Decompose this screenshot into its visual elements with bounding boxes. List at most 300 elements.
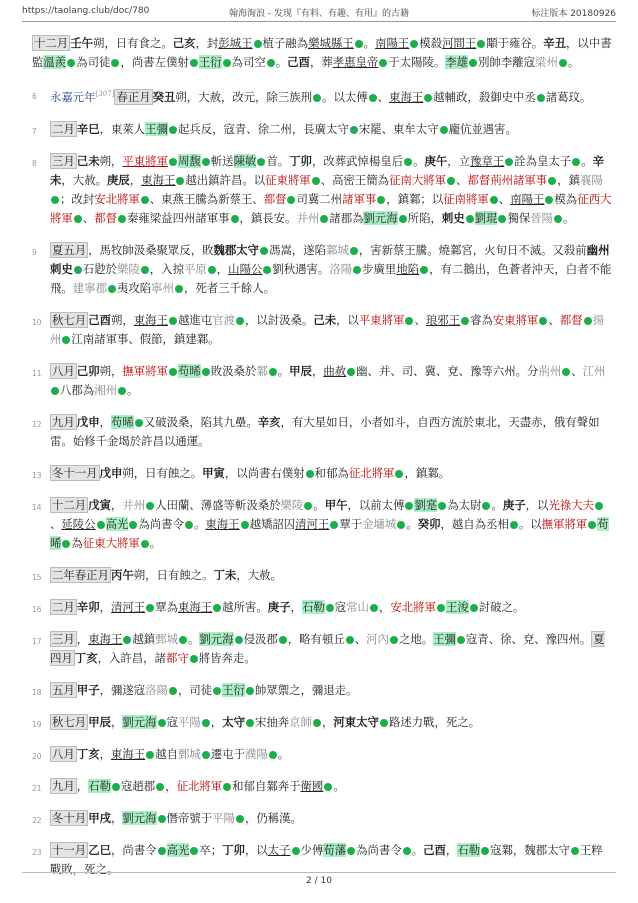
person-name[interactable]: 劉寔 (414, 497, 438, 512)
official-title[interactable]: 撫軍將軍 (541, 516, 588, 531)
text-segment: 諸葛玟。 (545, 89, 592, 104)
entity-link[interactable]: 東海王 (133, 312, 168, 327)
person-name[interactable]: 荀藩 (323, 842, 347, 857)
annotation-marker-icon[interactable] (380, 719, 388, 727)
text-segment: 朔，大赦，改元，除三族刑 (175, 89, 313, 104)
place-name[interactable]: 梁州 (535, 55, 558, 69)
annotation-marker-icon[interactable] (347, 847, 355, 855)
place-name[interactable]: 樂陵 (280, 497, 304, 512)
place-name[interactable]: 寧州 (151, 280, 174, 295)
annotation-marker-icon[interactable] (548, 177, 556, 185)
entity-link[interactable]: 南陽王 (375, 36, 410, 50)
place-name[interactable]: 河內 (366, 631, 389, 646)
annotation-marker-icon[interactable] (129, 521, 137, 529)
official-title[interactable]: 征東將軍 (265, 172, 311, 187)
annotation-marker-icon[interactable] (202, 368, 210, 376)
annotation-marker-icon[interactable] (304, 502, 312, 510)
person-name[interactable]: 劉元海 (122, 810, 157, 825)
header-title: 翰海淘浪 - 发现『有料、有趣、有用』的古籍 (229, 9, 409, 19)
annotation-marker-icon[interactable] (287, 196, 295, 204)
date-term: 癸丑 (152, 89, 176, 104)
place-name[interactable]: 金墉城 (362, 516, 397, 531)
paragraph (32, 241, 612, 298)
annotation-marker-icon[interactable] (355, 40, 363, 48)
annotation-marker-icon[interactable] (51, 196, 59, 204)
month-label: 十一月 (52, 842, 87, 857)
annotation-marker-icon[interactable] (267, 59, 275, 67)
year-reference: [307] (95, 90, 115, 98)
annotation-marker-icon[interactable] (571, 847, 579, 855)
annotation-marker-icon[interactable] (588, 521, 596, 529)
annotation-marker-icon[interactable] (330, 521, 338, 529)
annotation-marker-icon[interactable] (313, 719, 321, 727)
place-name[interactable]: 京師 (289, 714, 312, 729)
person-name[interactable]: 苟晞 (111, 414, 134, 429)
annotation-marker-icon[interactable] (185, 521, 193, 529)
annotation-marker-icon[interactable] (108, 285, 116, 293)
official-title[interactable]: 征南將軍 (443, 191, 489, 206)
paragraph (32, 681, 612, 700)
entity-link[interactable]: 東海王 (389, 89, 424, 104)
annotation-marker-icon[interactable] (169, 368, 177, 376)
text-segment: 朔，日有食之。 (92, 36, 173, 50)
annotation-marker-icon[interactable] (190, 847, 198, 855)
annotation-marker-icon[interactable] (399, 215, 407, 223)
annotation-marker-icon[interactable] (118, 215, 126, 223)
annotation-marker-icon[interactable] (158, 847, 166, 855)
annotation-marker-icon[interactable] (74, 266, 82, 274)
annotation-marker-icon[interactable] (169, 126, 177, 134)
annotation-marker-icon[interactable] (118, 387, 126, 395)
paragraph (32, 777, 612, 796)
date-term: 辛丑 (543, 36, 567, 50)
annotation-marker-icon[interactable] (141, 266, 149, 274)
date-term: 丁未 (213, 567, 237, 582)
entity-link[interactable]: 東海王 (141, 172, 176, 187)
annotation-marker-icon[interactable] (146, 604, 154, 612)
text-segment: ，有二鵝出，色蒼者沖天，白者不能飛。 (50, 261, 612, 295)
annotation-marker-icon[interactable] (146, 502, 154, 510)
text-segment: 人田蘭、薄盛等斬汲桑於 (155, 497, 281, 512)
annotation-marker-icon[interactable] (141, 196, 149, 204)
entity-link[interactable]: 延陵公 (61, 516, 96, 531)
text-segment: 將皆奔走。 (198, 650, 256, 665)
month-label: 三月 (52, 153, 75, 168)
entity-link[interactable]: 曲赦 (323, 363, 347, 378)
annotation-marker-icon[interactable] (324, 783, 332, 791)
text-segment: 為尚書令 (138, 516, 184, 531)
official-title[interactable]: 征南大將軍 (389, 172, 447, 187)
person-name[interactable]: 陳敏 (233, 153, 257, 168)
text-segment: ， (76, 631, 89, 646)
official-title[interactable]: 都督荊州諸軍事 (467, 172, 548, 187)
month-label: 三月 (52, 631, 75, 646)
entity-link[interactable]: 清河王 (295, 516, 330, 531)
official-title[interactable]: 諸軍事 (342, 191, 377, 206)
annotation-marker-icon[interactable] (420, 266, 428, 274)
annotation-marker-icon[interactable] (313, 94, 321, 102)
annotation-marker-icon[interactable] (292, 847, 300, 855)
place-name[interactable]: 江州 (582, 363, 606, 378)
annotation-marker-icon[interactable] (158, 719, 166, 727)
person-name[interactable]: 石勒 (301, 599, 325, 614)
date-term: 甲寅 (202, 465, 225, 480)
text-segment: ， (110, 497, 123, 512)
annotation-marker-icon[interactable] (279, 636, 287, 644)
text-segment: 覃為 (155, 599, 178, 614)
date-term: 乙巳 (88, 842, 111, 857)
official-title[interactable]: 安東將軍 (492, 312, 539, 327)
official-title[interactable]: 撫軍將軍 (122, 363, 168, 378)
official-title[interactable]: 征西大將軍 (50, 191, 612, 225)
text-segment: 。 (567, 55, 580, 69)
annotation-marker-icon[interactable] (213, 687, 221, 695)
place-name[interactable]: 濮陽 (244, 746, 268, 761)
era-name: 永嘉元年 (50, 89, 96, 104)
entity-link[interactable]: 孝惠皇帝 (332, 55, 379, 69)
annotation-marker-icon[interactable] (369, 94, 377, 102)
annotation-marker-icon[interactable] (405, 502, 413, 510)
annotation-marker-icon[interactable] (236, 815, 244, 823)
entity-link[interactable]: 衛國 (300, 778, 324, 793)
date-term: 己酉 (423, 842, 446, 857)
annotation-marker-icon[interactable] (202, 719, 210, 727)
text-segment: ，略有頓丘 (287, 631, 345, 646)
annotation-marker-icon[interactable] (539, 317, 547, 325)
place-name[interactable]: 平原 (183, 261, 207, 276)
text-segment: 宋罷、東牟太守 (358, 121, 439, 136)
text-segment: ，尚書左僕射 (120, 55, 189, 69)
place-name[interactable]: 鄴 (256, 363, 268, 378)
text-segment: ，以前太傅 (347, 497, 405, 512)
annotation-marker-icon[interactable] (208, 266, 216, 274)
annotation-marker-icon[interactable] (62, 336, 70, 344)
annotation-marker-icon[interactable] (202, 751, 210, 759)
annotation-marker-icon[interactable] (390, 636, 398, 644)
text-segment: 。 (277, 746, 290, 761)
annotation-marker-icon[interactable] (469, 59, 477, 67)
paragraph-number: 16 (32, 604, 42, 614)
annotation-marker-icon[interactable] (498, 215, 506, 223)
person-name[interactable]: 王彌 (433, 631, 456, 646)
place-name[interactable]: 平陽 (212, 810, 235, 825)
annotation-marker-icon[interactable] (353, 266, 361, 274)
official-title[interactable]: 都督 (263, 191, 287, 206)
place-name[interactable]: 鄴城 (326, 242, 349, 257)
annotation-marker-icon[interactable] (254, 40, 262, 48)
place-name[interactable]: 常山 (346, 599, 369, 614)
text-segment: 討破之。 (478, 599, 525, 614)
month-label: 八月 (52, 363, 75, 378)
person-name[interactable]: 苟晞 (177, 363, 201, 378)
text-segment: 。 (193, 516, 206, 531)
annotation-marker-icon[interactable] (236, 317, 244, 325)
annotation-marker-icon[interactable] (461, 317, 469, 325)
annotation-marker-icon[interactable] (405, 317, 413, 325)
annotation-marker-icon[interactable] (437, 604, 445, 612)
annotation-marker-icon[interactable] (223, 783, 231, 791)
annotation-marker-icon[interactable] (179, 636, 187, 644)
person-name[interactable]: 石勒 (88, 778, 111, 793)
annotation-marker-icon[interactable] (269, 751, 277, 759)
annotation-marker-icon[interactable] (62, 540, 70, 548)
entity-link[interactable]: 河間王 (442, 36, 477, 50)
annotation-marker-icon[interactable] (397, 521, 405, 529)
date-term: 辛巳 (76, 121, 100, 136)
place-name[interactable]: 并州 (296, 210, 320, 225)
annotation-marker-icon[interactable] (346, 636, 354, 644)
text-segment: 馮嵩，遂陷 (269, 242, 327, 257)
entity-link[interactable]: 東海王 (177, 599, 213, 614)
official-title[interactable]: 征東大將軍 (82, 535, 140, 550)
annotation-marker-icon[interactable] (447, 177, 455, 185)
person-name[interactable]: 高光 (105, 516, 129, 531)
date-term: 丁卯 (222, 842, 245, 857)
text-segment: ，尚書令 (110, 842, 157, 857)
entity-link[interactable]: 清河王 (111, 599, 146, 614)
annotation-marker-icon[interactable] (135, 419, 143, 427)
annotation-marker-icon[interactable] (584, 317, 592, 325)
entity-link[interactable]: 東海王 (88, 631, 123, 646)
person-name[interactable]: 王衍 (198, 55, 222, 69)
official-title[interactable]: 征北將軍 (348, 465, 395, 480)
paragraph (32, 598, 612, 617)
annotation-marker-icon[interactable] (440, 126, 448, 134)
person-name[interactable]: 王浚 (445, 599, 469, 614)
official-title[interactable]: 光祿大夫 (548, 497, 595, 512)
annotation-marker-icon[interactable] (438, 502, 446, 510)
place-name[interactable]: 鄄城 (177, 746, 201, 761)
text-segment: ， (110, 810, 123, 825)
annotation-marker-icon[interactable] (260, 247, 268, 255)
place-name[interactable]: 襄陽 (579, 172, 603, 187)
annotation-marker-icon[interactable] (410, 40, 418, 48)
place-name[interactable]: 晉陽 (530, 210, 554, 225)
annotation-marker-icon[interactable] (377, 196, 385, 204)
annotation-marker-icon[interactable] (457, 636, 465, 644)
annotation-marker-icon[interactable] (470, 604, 478, 612)
annotation-marker-icon[interactable] (263, 266, 271, 274)
entity-link[interactable]: 山陽公 (228, 261, 263, 276)
text-segment: 。 (277, 363, 290, 378)
annotation-marker-icon[interactable] (482, 502, 490, 510)
month-label: 九月 (52, 414, 75, 429)
annotation-marker-icon[interactable] (306, 470, 314, 478)
header-rule (22, 21, 616, 22)
person-name[interactable]: 劉元海 (122, 714, 157, 729)
text-segment: ，改葬武悼楊皇后 (311, 153, 404, 168)
entity-link[interactable]: 彭城王 (218, 36, 253, 50)
text-segment: ， (99, 599, 111, 614)
annotation-marker-icon[interactable] (379, 59, 387, 67)
text-segment: 路述力戰，死之。 (388, 714, 481, 729)
annotation-marker-icon[interactable] (510, 521, 518, 529)
person-name[interactable]: 王彌 (145, 121, 168, 136)
annotation-marker-icon[interactable] (141, 540, 149, 548)
text-segment: 、 (377, 89, 390, 104)
date-term: 河東太守 (333, 714, 379, 729)
entity-link[interactable]: 豫章王 (470, 153, 505, 168)
official-title[interactable]: 都督 (94, 210, 117, 225)
annotation-marker-icon[interactable] (545, 196, 553, 204)
text-segment: ，鎮 (557, 172, 580, 187)
entity-link[interactable]: 東海王 (111, 746, 146, 761)
annotation-marker-icon[interactable] (595, 502, 603, 510)
annotation-marker-icon[interactable] (424, 94, 432, 102)
annotation-marker-icon[interactable] (51, 387, 59, 395)
annotation-marker-icon[interactable] (395, 470, 403, 478)
annotation-marker-icon[interactable] (175, 285, 183, 293)
person-name[interactable]: 溫羨 (43, 55, 67, 69)
annotation-marker-icon[interactable] (403, 847, 411, 855)
text-segment: 寇青、徐、兗、豫四州。 (465, 631, 592, 646)
place-name[interactable]: 洛陽 (145, 682, 168, 697)
text-segment: 侵汲郡 (243, 631, 278, 646)
annotation-marker-icon[interactable] (257, 158, 265, 166)
annotation-marker-icon[interactable] (111, 59, 119, 67)
annotation-marker-icon[interactable] (246, 719, 254, 727)
person-name[interactable]: 石勒 (457, 842, 481, 857)
annotation-marker-icon[interactable] (312, 177, 320, 185)
text-segment: 。 (563, 210, 575, 225)
annotation-marker-icon[interactable] (231, 215, 239, 223)
annotation-marker-icon[interactable] (572, 158, 580, 166)
date-term: 辛卯 (76, 599, 100, 614)
person-name[interactable]: 周馥 (177, 153, 201, 168)
month-label: 八月 (52, 746, 75, 761)
annotation-marker-icon[interactable] (320, 215, 328, 223)
place-name[interactable]: 平陽 (177, 714, 201, 729)
text-segment: ， (321, 714, 334, 729)
annotation-marker-icon[interactable] (554, 215, 562, 223)
annotation-marker-icon[interactable] (97, 521, 105, 529)
text-segment: 朔， (99, 363, 123, 378)
annotation-marker-icon[interactable] (112, 783, 120, 791)
official-title[interactable]: 都守 (165, 650, 189, 665)
annotation-marker-icon[interactable] (246, 687, 254, 695)
annotation-marker-icon[interactable] (350, 126, 358, 134)
annotation-marker-icon[interactable] (350, 247, 358, 255)
annotation-marker-icon[interactable] (67, 59, 75, 67)
annotation-marker-icon[interactable] (481, 847, 489, 855)
annotation-marker-icon[interactable] (176, 177, 184, 185)
annotation-marker-icon[interactable] (347, 368, 355, 376)
date-term: 魏郡太守 (213, 242, 260, 257)
annotation-marker-icon[interactable] (370, 604, 378, 612)
annotation-marker-icon[interactable] (490, 196, 498, 204)
annotation-marker-icon[interactable] (123, 636, 131, 644)
text-segment: 朔， (99, 153, 123, 168)
annotation-marker-icon[interactable] (74, 215, 82, 223)
person-name[interactable]: 高光 (166, 842, 190, 857)
annotation-marker-icon[interactable] (202, 158, 210, 166)
annotation-marker-icon[interactable] (169, 687, 177, 695)
date-term: 丁亥 (76, 746, 100, 761)
date-term: 太守 (222, 714, 245, 729)
text-segment: 為 (71, 535, 83, 550)
place-name[interactable]: 樂陵 (116, 261, 140, 276)
text-segment: ，司徒 (177, 682, 213, 697)
place-name[interactable]: 湘州 (94, 382, 117, 397)
text-segment: 。 (313, 497, 325, 512)
annotation-marker-icon[interactable] (404, 158, 412, 166)
entity-link[interactable]: 樂城縣王 (308, 36, 354, 50)
annotation-marker-icon[interactable] (559, 59, 567, 67)
text-segment: 、高密王簡為 (320, 172, 390, 187)
annotation-marker-icon[interactable] (213, 604, 221, 612)
annotation-marker-icon[interactable] (241, 521, 249, 529)
annotation-marker-icon[interactable] (190, 655, 198, 663)
person-name[interactable]: 李雄 (445, 55, 469, 69)
annotation-marker-icon[interactable] (537, 94, 545, 102)
annotation-marker-icon[interactable] (326, 604, 334, 612)
official-title[interactable]: 平東將軍 (358, 312, 405, 327)
annotation-marker-icon[interactable] (223, 59, 231, 67)
header-url[interactable]: https://taolang.club/doc/780 (22, 6, 150, 16)
annotation-marker-icon[interactable] (158, 815, 166, 823)
text-segment: ，馬牧帥汲桑聚眾反，敗 (88, 242, 214, 257)
person-name[interactable]: 王衍 (222, 682, 245, 697)
annotation-marker-icon[interactable] (477, 40, 485, 48)
date-term: 甲子 (76, 682, 100, 697)
annotation-marker-icon[interactable] (562, 368, 570, 376)
entity-link[interactable]: 東海王 (205, 516, 240, 531)
text-segment: 。 (149, 535, 162, 550)
place-name[interactable]: 洛陽 (329, 261, 353, 276)
official-title[interactable]: 征北將軍 (176, 778, 223, 793)
annotation-marker-icon[interactable] (269, 368, 277, 376)
text-segment: ，以討汲桑。 (244, 312, 314, 327)
official-title[interactable]: 安北將軍 (390, 599, 436, 614)
person-name[interactable]: 劉琨 (474, 210, 498, 225)
text-segment: 寇鄴，魏郡太守 (490, 842, 570, 857)
month-label: 秋七月 (52, 714, 87, 729)
date-term: 庚午 (424, 153, 448, 168)
annotation-marker-icon[interactable] (156, 783, 164, 791)
text-segment: ， (110, 714, 123, 729)
month-label: 十二月 (34, 36, 69, 50)
annotation-marker-icon[interactable] (169, 158, 177, 166)
place-name[interactable]: 官渡 (212, 312, 235, 327)
entity-link[interactable]: 地陷 (396, 261, 420, 276)
official-title[interactable]: 都督 (559, 312, 583, 327)
text-segment: ，大赦。 (61, 172, 107, 187)
place-name[interactable]: 荊州 (538, 363, 562, 378)
annotation-marker-icon[interactable] (146, 751, 154, 759)
person-name[interactable]: 苟晞 (50, 516, 609, 550)
official-title[interactable]: 安北將軍 (94, 191, 140, 206)
annotation-marker-icon[interactable] (169, 317, 177, 325)
place-name[interactable]: 鄄城 (155, 631, 178, 646)
annotation-marker-icon[interactable] (466, 215, 474, 223)
place-name[interactable]: 并州 (122, 497, 146, 512)
entity-link[interactable]: 太子 (267, 842, 291, 857)
entity-link[interactable]: 琅邪王 (425, 312, 461, 327)
annotation-marker-icon[interactable] (235, 636, 243, 644)
place-name[interactable]: 建寧郡 (72, 280, 107, 295)
text-segment: 越輔政，殺御史中丞 (433, 89, 536, 104)
entity-link[interactable]: 南陽王 (510, 191, 545, 206)
person-name[interactable]: 劉元海 (199, 631, 234, 646)
person-name[interactable]: 劉元海 (363, 210, 398, 225)
date-term: 己亥 (172, 36, 196, 50)
text-segment: 植子融為 (262, 36, 309, 50)
annotation-marker-icon[interactable] (190, 59, 198, 67)
place-name[interactable]: 揚州 (50, 312, 605, 346)
month-label: 十二月 (52, 497, 87, 512)
annotation-marker-icon[interactable] (505, 158, 513, 166)
official-title[interactable]: 平東將軍 (122, 153, 168, 168)
